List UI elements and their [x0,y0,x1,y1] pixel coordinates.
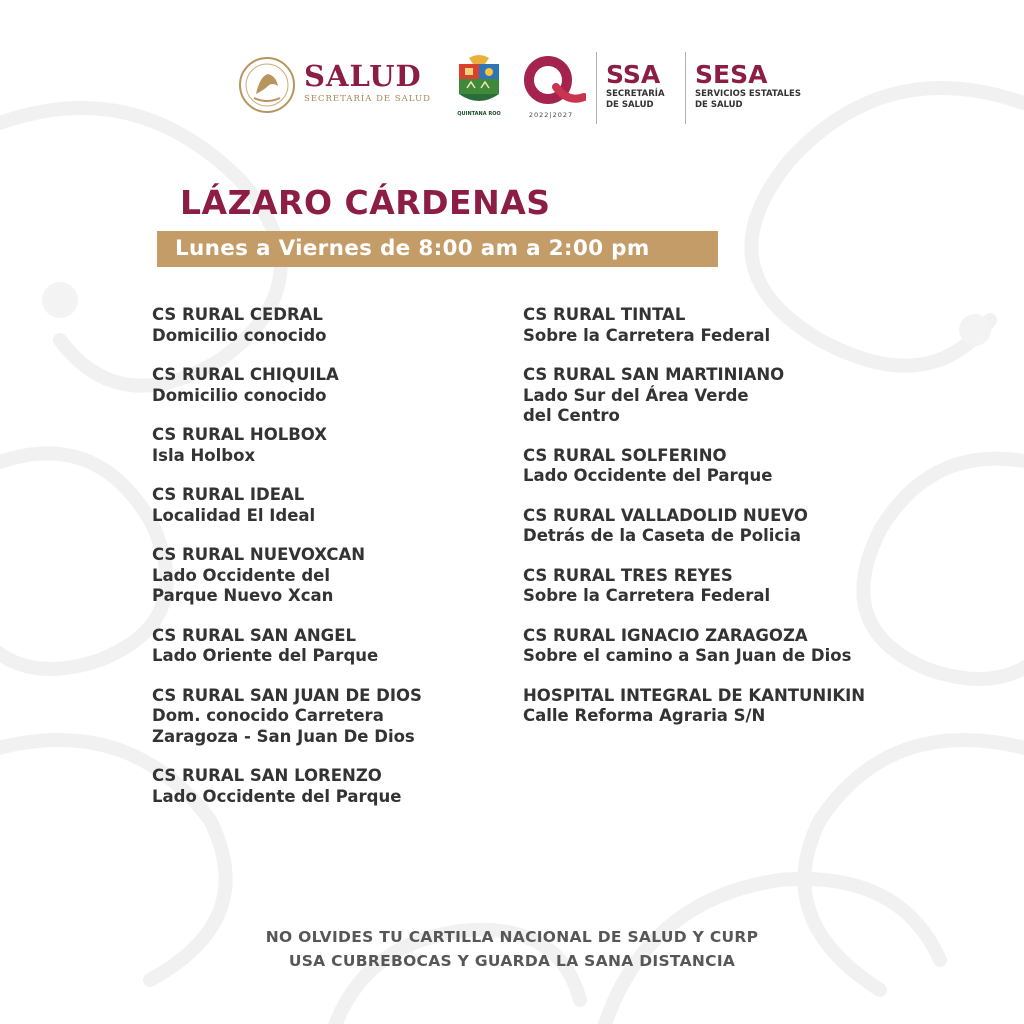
health-center-name: CS RURAL TRES REYES [523,565,733,585]
health-center-item [152,766,502,807]
health-center-address: Detrás de la Caseta de Policia [523,526,801,545]
sesa-subtitle-line1: SERVICIOS ESTATALES [695,89,801,99]
health-center-name: CS RURAL SAN JUAN DE DIOS [152,685,422,705]
health-center-address: Lado Occidente del Parque [523,466,773,485]
coat-of-arms-logo [238,56,296,114]
quintana-roo-government-q-logo [516,53,586,119]
health-center-item [152,305,502,346]
health-center-item [152,686,502,748]
quintana-roo-label: QUINTANA ROO [457,111,501,117]
header-divider [685,52,686,124]
health-center-item [152,365,502,406]
health-center-address: Lado Occidente del Parque Nuevo Xcan [152,565,334,605]
ssa-subtitle-line1: SECRETARÍA [606,89,665,99]
health-center-address: Localidad El Ideal [152,505,316,525]
health-center-name: CS RURAL SAN ANGEL [152,625,356,645]
health-center-name: CS RURAL HOLBOX [152,425,327,444]
ssa-title: SSA [606,60,661,89]
sesa-logo [695,61,801,110]
q-logo-icon [516,53,586,109]
health-center-address: Lado Occidente del Parque [152,786,402,806]
health-center-name: CS RURAL NUEVOXCAN [152,545,366,564]
salud-logo-title: SALUD [304,59,422,93]
health-center-name: CS RURAL TINTAL [523,305,686,324]
schedule-banner: Lunes a Viernes de 8:00 am a 2:00 pm [157,231,718,267]
health-centers-right-column [523,305,953,746]
q-logo-years: 2022|2027 [528,111,574,119]
health-center-item [523,365,953,427]
health-center-address: Dom. conocido Carretera Zaragoza - San Juan De Dios [152,706,415,746]
ssa-logo [606,61,665,110]
health-center-name: CS RURAL SOLFERINO [523,445,727,465]
health-center-name: CS RURAL SAN LORENZO [152,766,382,785]
footer-line-1: NO OLVIDES TU CARTILLA NACIONAL DE SALUD Y CURP [265,928,759,946]
health-center-address: Sobre la Carretera Federal [523,325,771,345]
ssa-subtitle-line2: DE SALUD [606,100,654,110]
health-center-name: CS RURAL CHIQUILA [152,365,339,384]
health-center-item [523,506,953,547]
health-center-item [523,566,953,607]
health-centers-left-column [152,305,502,826]
footer-line-2: USA CUBREBOCAS Y GUARDA LA SANA DISTANCIA [288,952,736,970]
quintana-roo-shield-logo [455,54,503,117]
health-center-item [523,305,953,346]
header-divider [596,52,597,124]
quintana-roo-shield-icon [455,54,503,106]
health-center-address: Isla Holbox [152,445,256,465]
health-center-name: CS RURAL VALLADOLID NUEVO [523,505,808,525]
health-center-address: Lado Oriente del Parque [152,646,379,665]
health-center-name: CS RURAL SAN MARTINIANO [523,365,785,384]
health-center-item [523,626,953,667]
health-center-name: HOSPITAL INTEGRAL DE KANTUNIKIN [523,685,866,705]
health-center-item [152,545,502,607]
health-center-address: Lado Sur del Área Verde del Centro [523,385,749,425]
health-center-item [523,446,953,487]
health-center-item [152,425,502,466]
health-center-address: Calle Reforma Agraria S/N [523,706,766,725]
health-center-address: Domicilio conocido [152,385,327,405]
health-center-address: Sobre el camino a San Juan de Dios [523,646,852,665]
health-center-name: CS RURAL IGNACIO ZARAGOZA [523,625,808,645]
page-title: LÁZARO CÁRDENAS [180,183,551,222]
health-center-address: Domicilio conocido [152,325,327,345]
health-center-item [152,485,502,526]
sesa-title: SESA [695,60,768,89]
health-center-name: CS RURAL CEDRAL [152,305,323,324]
salud-logo-subtitle: SECRETARÍA DE SALUD [304,94,431,104]
health-center-address: Sobre la Carretera Federal [523,586,771,605]
health-center-item [523,686,953,727]
footer-reminder [0,925,1024,973]
health-center-item [152,626,502,667]
salud-logo [304,60,431,104]
sesa-subtitle-line2: DE SALUD [695,100,743,110]
health-center-name: CS RURAL IDEAL [152,485,305,504]
